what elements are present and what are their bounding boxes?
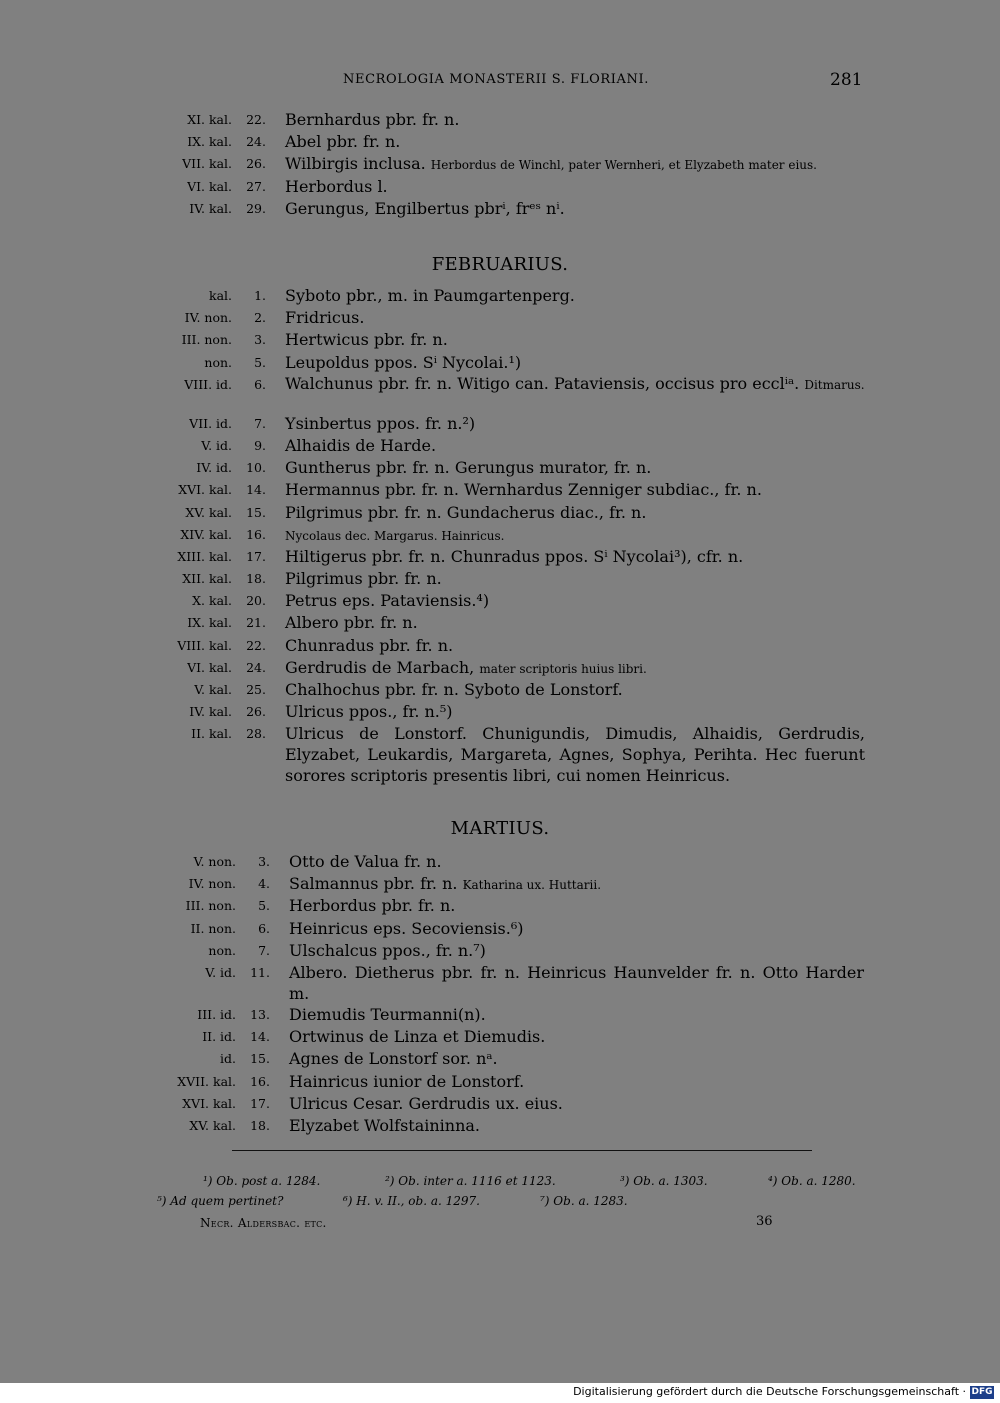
list-item: non. 5. Leupoldus ppos. Sⁱ Nycolai.¹): [204, 352, 522, 372]
list-item: III. non. 3. Hertwicus pbr. fr. n.: [181, 330, 448, 350]
footnote: ⁶) H. v. II., ob. a. 1297.: [343, 1194, 480, 1208]
list-item: IV. non. 2. Fridricus.: [184, 308, 365, 328]
month-heading-february: FEBRUARIUS.: [431, 254, 569, 275]
list-item: XVI. kal. 17. Ulricus Cesar. Gerdrudis ux. eius.: [182, 1093, 563, 1113]
list-item: II. non. 6. Heinricus eps. Secoviensis.⁶): [190, 918, 524, 938]
list-item: VI. kal. 24. Gerdrudis de Marbach, mater scriptoris huius libri.: [187, 657, 647, 677]
footnote: ³) Ob. a. 1303.: [620, 1174, 708, 1188]
list-item: XVI. kal. 14. Hermannus pbr. fr. n. Wernhardus Zenniger subdiac., fr. n.: [178, 480, 762, 500]
page-number: 281: [830, 70, 863, 90]
list-item: IV. non. 4. Salmannus pbr. fr. n. Katharina ux. Huttarii.: [188, 874, 602, 894]
list-item: VII. kal. 26. Wilbirgis inclusa. Herbordus de Winchl, pater Wernheri, et Elyzabeth mater eius.: [182, 154, 817, 174]
list-item: VII. id. 7. Ysinbertus ppos. fr. n.²): [189, 413, 476, 433]
footnotes: [0, 1174, 1000, 1214]
list-item: kal. 1. Syboto pbr., m. in Paumgartenperg.: [209, 286, 575, 305]
list-item: XV. kal. 18. Elyzabet Wolfstaininna.: [189, 1115, 481, 1135]
list-item: XIV. kal. 16. Nycolaus dec. Margarus. Hainricus.: [180, 526, 505, 543]
list-item: non. 7. Ulschalcus ppos., fr. n.⁷): [208, 940, 486, 960]
running-title: NECROLOGIA MONASTERII S. FLORIANI.: [343, 72, 649, 87]
footnote-divider: [232, 1150, 812, 1151]
list-item: III. non. 5. Herbordus pbr. fr. n.: [185, 896, 456, 916]
list-item: IV. kal. 26. Ulricus ppos., fr. n.⁵): [189, 702, 453, 722]
page-header: [0, 72, 1000, 96]
footnote: ¹) Ob. post a. 1284.: [203, 1174, 321, 1188]
list-item: XIII. kal. 17. Hiltigerus pbr. fr. n. Chunradus ppos. Sⁱ Nycolai³), cfr. n.: [177, 546, 744, 566]
list-item: II. kal. 28. Ulricus de Lonstorf. Chunigundis, Dimudis, Alhaidis, Gerdrudis, Elyzabet, Leukardis, Margareta, Agnes, Sophya, Perihta. Hec fuerunt sorores scriptoris presentis libri, cui nomen Heinricus.: [191, 724, 865, 786]
footnote: ²) Ob. inter a. 1116 et 1123.: [385, 1174, 556, 1188]
list-item: VI. kal. 27. Herbordus l.: [187, 176, 388, 196]
list-item: IX. kal. 21. Albero pbr. fr. n.: [187, 613, 418, 633]
list-item: XII. kal. 18. Pilgrimus pbr. fr. n.: [182, 569, 442, 589]
footnote: ⁴) Ob. a. 1280.: [768, 1174, 856, 1188]
february-entries: [0, 285, 1000, 786]
list-item: IV. id. 10. Guntherus pbr. fr. n. Gerungus murator, fr. n.: [196, 458, 652, 478]
list-item: IX. kal. 24. Abel pbr. fr. n.: [187, 132, 401, 152]
january-entries: [0, 109, 1000, 220]
march-entries: [0, 851, 1000, 1137]
list-item: III. id. 13. Diemudis Teurmanni(n).: [197, 1004, 486, 1024]
footnote: ⁷) Ob. a. 1283.: [540, 1194, 628, 1208]
dfg-credit: Digitalisierung gefördert durch die Deutsche Forschungsgemeinschaft ·: [573, 1385, 966, 1398]
sheet-number: 36: [756, 1214, 773, 1229]
dfg-logo-icon: DFG: [971, 1387, 993, 1397]
list-item: IV. kal. 29. Gerungus, Engilbertus pbrⁱ, frᵉˢ nⁱ.: [189, 198, 565, 218]
footnote: ⁵) Ad quem pertinet?: [157, 1194, 284, 1208]
signature-mark: Necr. Aldersbac. etc.: [200, 1216, 327, 1230]
list-item: V. id. 11. Albero. Dietherus pbr. fr. n. Heinricus Haunvelder fr. n. Otto Harder m.: [205, 962, 864, 1003]
month-heading-march: MARTIUS.: [450, 818, 550, 839]
list-item: VIII. id. 6. Walchunus pbr. fr. n. Witigo can. Pataviensis, occisus pro ecclⁱᵃ. Ditmarus.: [184, 373, 865, 393]
list-item: II. id. 14. Ortwinus de Linza et Diemudis.: [202, 1027, 546, 1047]
list-item: id. 15. Agnes de Lonstorf sor. nᵃ.: [220, 1049, 498, 1069]
list-item: XV. kal. 15. Pilgrimus pbr. fr. n. Gundacherus diac., fr. n.: [185, 502, 647, 522]
list-item: XVII. kal. 16. Hainricus iunior de Lonstorf.: [177, 1071, 525, 1091]
list-item: VIII. kal. 22. Chunradus pbr. fr. n.: [177, 635, 454, 655]
digitization-banner: [0, 1383, 1000, 1403]
list-item: V. id. 9. Alhaidis de Harde.: [201, 435, 437, 455]
list-item: XI. kal. 22. Bernhardus pbr. fr. n.: [187, 110, 460, 129]
list-item: V. kal. 25. Chalhochus pbr. fr. n. Syboto de Lonstorf.: [194, 680, 623, 699]
list-item: X. kal. 20. Petrus eps. Pataviensis.⁴): [192, 591, 490, 611]
list-item: V. non. 3. Otto de Valua fr. n.: [193, 852, 442, 871]
